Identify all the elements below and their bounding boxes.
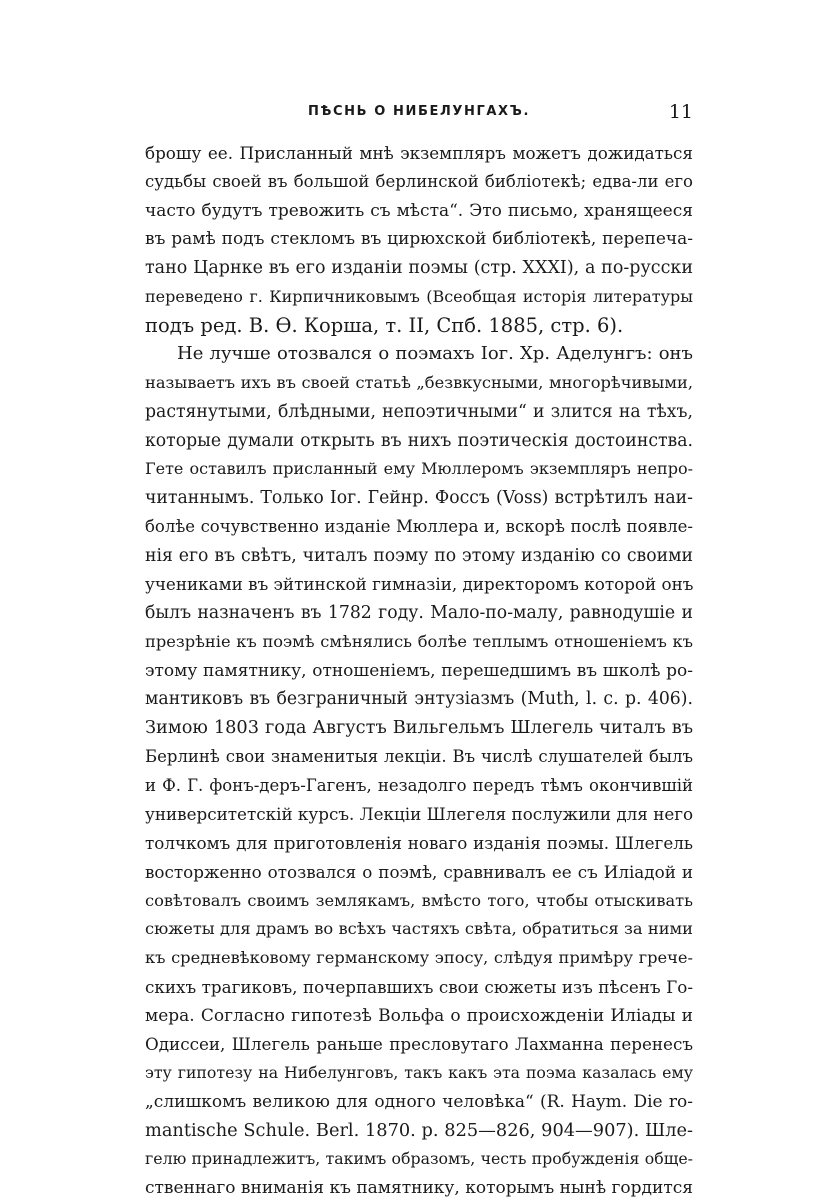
text-line: которые думали открыть въ нихъ поэтическія достоинства. [145,430,693,451]
text-line: въ рамѣ подъ стекломъ въ цирюхской библіотекѣ, перепеча- [145,229,693,250]
page-number: 11 [668,101,693,123]
text-line: мера. Согласно гипотезѣ Вольфа о происхожденіи Иліады и [145,1005,693,1026]
text-line: восторженно отозвался о поэмѣ, сравнивалъ ее съ Иліадой и [145,861,693,882]
text-line: „слишкомъ великою для одного человѣка“ (R. Haym. Die ro- [145,1091,693,1112]
text-line: тано Царнке въ его изданіи поэмы (стр. XXXI), а по-русски [145,258,693,278]
text-line: университетскій курсъ. Лекціи Шлегеля послужили для него [145,804,694,825]
text-line: Не лучше отозвался о поэмахъ Іог. Хр. Аделунгъ: онъ [177,343,693,365]
text-line: совѣтовалъ своимъ землякамъ, вмѣсто того, чтобы отыскивать [145,890,693,910]
text-line: Одиссеи, Шлегель раньше пресловутаго Лахманна перенесъ [145,1034,693,1055]
text-line: брошу ее. Присланный мнѣ экземпляръ можетъ дожидаться [145,143,693,163]
text-line: былъ назначенъ въ 1782 году. Мало-по-малу, равнодушіе и [145,603,693,623]
running-title: ПѢСНЬ О НИБЕЛУНГАХЪ. [307,104,530,119]
text-line: сюжеты для драмъ во всѣхъ частяхъ свѣта, обратиться за ними [145,919,693,939]
running-head [145,101,693,128]
text-line: Берлинѣ свои знаменитыя лекціи. Въ числѣ слушателей былъ [145,746,693,766]
text-line: переведено г. Кирпичниковымъ (Всеобщая исторія литературы [145,286,693,306]
text-line: читаннымъ. Только Іог. Гейнр. Фоссъ (Voss) встрѣтилъ наи- [145,488,693,508]
text-line: эту гипотезу на Нибелунговъ, такъ какъ эта поэма казалась ему [145,1063,693,1082]
text-line: растянутыми, блѣдными, непоэтичными“ и злится на тѣхъ, [145,401,693,422]
text-line: скихъ трагиковъ, почерпавшихъ свои сюжеты изъ пѣсенъ Го- [145,976,693,997]
text-line: этому памятнику, отношеніемъ, перешедшимъ въ школѣ ро- [145,660,693,681]
text-line: Гете оставилъ присланный ему Мюллеромъ экземпляръ непро- [145,459,693,479]
text-line: гелю принадлежитъ, такимъ образомъ, честь пробужденія обще- [145,1149,693,1169]
text-line: подъ ред. В. Ѳ. Корша, т. II, Спб. 1885, стр. 6). [145,313,624,337]
text-line: нія его въ свѣтъ, читалъ поэму по этому изданію со своими [145,545,693,566]
text-line: къ средневѣковому германскому эпосу, слѣдуя примѣру грече- [145,948,693,967]
text-line: называетъ ихъ въ своей статьѣ „безвкусными, многорѣчивыми, [145,373,693,392]
text-line: толчкомъ для приготовленія новаго изданія поэмы. Шлегель [145,833,693,853]
text-line: mantische Schule. Berl. 1870. p. 825—826, 904—907). Шле- [145,1120,693,1141]
text-line: часто будутъ тревожить съ мѣста“. Это письмо, хранящееся [145,200,693,221]
text-line: учениками въ эйтинской гимназіи, директоромъ которой онъ [145,574,694,595]
text-line: мантиковъ въ безграничный энтузіазмъ (Muth, l. c. p. 406). [145,689,693,710]
text-line: Зимою 1803 года Августъ Вильгельмъ Шлегель читалъ въ [145,718,693,738]
text-line: и Ф. Г. фонъ-деръ-Гагенъ, незадолго передъ тѣмъ окончившій [145,775,693,795]
text-body [145,139,693,1203]
text-line: презрѣніе къ поэмѣ смѣнялись болѣе теплымъ отношеніемъ къ [145,631,693,651]
text-line: судьбы своей въ большой берлинской библіотекѣ; едва-ли его [145,171,693,191]
text-line: болѣе сочувственно изданіе Мюллера и, вскорѣ послѣ появле- [145,516,693,536]
text-line: ственнаго вниманія къ памятнику, которымъ нынѣ гордится [145,1178,693,1198]
